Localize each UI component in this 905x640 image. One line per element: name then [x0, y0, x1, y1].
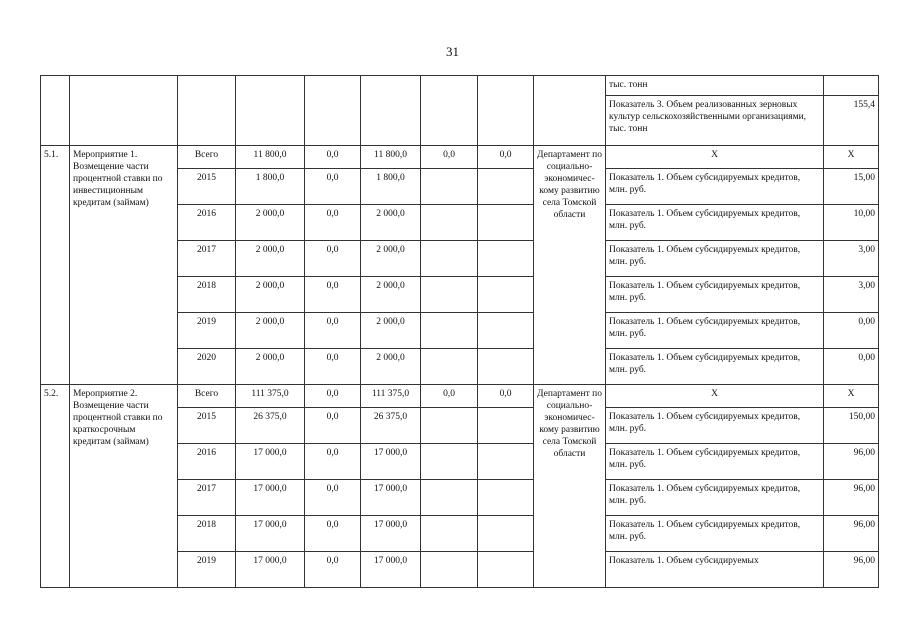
- year-cell: Всего: [178, 146, 236, 169]
- indicator-value-cell: 3,00: [824, 277, 879, 313]
- federal-cell: 0,0: [305, 313, 361, 349]
- federal-cell: 0,0: [305, 552, 361, 588]
- year-cell: 2019: [178, 313, 236, 349]
- other-cell: 0,0: [478, 385, 534, 408]
- other-cell: 0,0: [478, 146, 534, 169]
- regional-cell: 17 000,0: [361, 516, 421, 552]
- other-cell: [478, 313, 534, 349]
- year-cell: 2018: [178, 516, 236, 552]
- regional-cell: 2 000,0: [361, 313, 421, 349]
- total-cell: 17 000,0: [236, 480, 305, 516]
- total-cell: 26 375,0: [236, 408, 305, 444]
- row-number-cell: 5.2.: [41, 385, 70, 588]
- event-cell: [70, 76, 178, 146]
- indicator-value-cell: 155,4: [824, 96, 879, 146]
- local-cell: [421, 349, 478, 385]
- federal-cell: 0,0: [305, 516, 361, 552]
- regional-cell: 11 800,0: [361, 146, 421, 169]
- indicator-cell: Показатель 1. Объем субсидируемых кредитов, млн. руб.: [606, 205, 824, 241]
- empty-cell: [361, 76, 421, 146]
- other-cell: [478, 241, 534, 277]
- indicator-cell: Показатель 1. Объем субсидируемых кредитов, млн. руб.: [606, 169, 824, 205]
- federal-cell: 0,0: [305, 408, 361, 444]
- empty-cell: [178, 76, 236, 146]
- event-cell: Мероприятие 1. Возмещение части процентной ставки по инвестиционным кредитам (займам): [70, 146, 178, 385]
- total-cell: 11 800,0: [236, 146, 305, 169]
- total-cell: 2 000,0: [236, 205, 305, 241]
- indicator-cell: Показатель 1. Объем субсидируемых кредитов, млн. руб.: [606, 349, 824, 385]
- indicator-cell: Показатель 1. Объем субсидируемых кредитов, млн. руб.: [606, 444, 824, 480]
- year-cell: 2019: [178, 552, 236, 588]
- total-cell: 1 800,0: [236, 169, 305, 205]
- indicator-cell: тыс. тонн: [606, 76, 824, 96]
- indicator-cell: Показатель 1. Объем субсидируемых: [606, 552, 824, 588]
- indicator-value-cell: [824, 76, 879, 96]
- indicator-cell: Показатель 1. Объем субсидируемых кредитов, млн. руб.: [606, 408, 824, 444]
- indicator-cell: Показатель 1. Объем субсидируемых кредитов, млн. руб.: [606, 241, 824, 277]
- table-row: [41, 146, 879, 169]
- local-cell: [421, 480, 478, 516]
- regional-cell: 1 800,0: [361, 169, 421, 205]
- table-body: [41, 76, 879, 588]
- indicator-value-cell: 15,00: [824, 169, 879, 205]
- empty-cell: [305, 76, 361, 146]
- other-cell: [478, 408, 534, 444]
- regional-cell: 17 000,0: [361, 552, 421, 588]
- empty-cell: [421, 76, 478, 146]
- indicator-value-cell: 96,00: [824, 444, 879, 480]
- indicator-value-cell: 0,00: [824, 349, 879, 385]
- other-cell: [478, 480, 534, 516]
- federal-cell: 0,0: [305, 349, 361, 385]
- regional-cell: 2 000,0: [361, 277, 421, 313]
- other-cell: [478, 169, 534, 205]
- indicator-value-cell: 96,00: [824, 516, 879, 552]
- empty-cell: [236, 76, 305, 146]
- total-cell: 111 375,0: [236, 385, 305, 408]
- federal-cell: 0,0: [305, 241, 361, 277]
- regional-cell: 111 375,0: [361, 385, 421, 408]
- other-cell: [478, 349, 534, 385]
- local-cell: [421, 241, 478, 277]
- year-cell: Всего: [178, 385, 236, 408]
- regional-cell: 2 000,0: [361, 349, 421, 385]
- total-cell: 2 000,0: [236, 241, 305, 277]
- empty-cell: [478, 76, 534, 146]
- program-table: [40, 75, 879, 588]
- regional-cell: 26 375,0: [361, 408, 421, 444]
- total-cell: 2 000,0: [236, 349, 305, 385]
- other-cell: [478, 277, 534, 313]
- regional-cell: 2 000,0: [361, 241, 421, 277]
- event-cell: Мероприятие 2. Возмещение части процентной ставки по краткосрочным кредитам (займам): [70, 385, 178, 588]
- indicator-value-cell: 0,00: [824, 313, 879, 349]
- indicator-cell: Показатель 1. Объем субсидируемых кредитов, млн. руб.: [606, 480, 824, 516]
- local-cell: 0,0: [421, 385, 478, 408]
- indicator-value-cell: 10,00: [824, 205, 879, 241]
- year-cell: 2017: [178, 241, 236, 277]
- indicator-cell: Х: [606, 146, 824, 169]
- year-cell: 2016: [178, 444, 236, 480]
- table-row: [41, 385, 879, 408]
- indicator-value-cell: 96,00: [824, 552, 879, 588]
- regional-cell: 17 000,0: [361, 444, 421, 480]
- year-cell: 2017: [178, 480, 236, 516]
- other-cell: [478, 516, 534, 552]
- federal-cell: 0,0: [305, 444, 361, 480]
- local-cell: [421, 444, 478, 480]
- indicator-value-cell: 150,00: [824, 408, 879, 444]
- total-cell: 17 000,0: [236, 444, 305, 480]
- local-cell: [421, 205, 478, 241]
- indicator-value-cell: Х: [824, 146, 879, 169]
- row-number-cell: [41, 76, 70, 146]
- local-cell: [421, 552, 478, 588]
- other-cell: [478, 444, 534, 480]
- indicator-cell: Х: [606, 385, 824, 408]
- federal-cell: 0,0: [305, 205, 361, 241]
- total-cell: 17 000,0: [236, 552, 305, 588]
- page-number: 31: [446, 44, 459, 59]
- indicator-cell: Показатель 1. Объем субсидируемых кредитов, млн. руб.: [606, 516, 824, 552]
- total-cell: 2 000,0: [236, 277, 305, 313]
- federal-cell: 0,0: [305, 169, 361, 205]
- federal-cell: 0,0: [305, 480, 361, 516]
- federal-cell: 0,0: [305, 385, 361, 408]
- indicator-cell: Показатель 1. Объем субсидируемых кредитов, млн. руб.: [606, 313, 824, 349]
- federal-cell: 0,0: [305, 277, 361, 313]
- executor-cell: Департамент по социально-экономичес-кому развитию села Томской области: [534, 385, 606, 588]
- local-cell: 0,0: [421, 146, 478, 169]
- regional-cell: 2 000,0: [361, 205, 421, 241]
- year-cell: 2016: [178, 205, 236, 241]
- year-cell: 2020: [178, 349, 236, 385]
- row-number-cell: 5.1.: [41, 146, 70, 385]
- other-cell: [478, 205, 534, 241]
- indicator-value-cell: 96,00: [824, 480, 879, 516]
- regional-cell: 17 000,0: [361, 480, 421, 516]
- local-cell: [421, 313, 478, 349]
- total-cell: 2 000,0: [236, 313, 305, 349]
- executor-cell: Департамент по социально-экономичес-кому развитию села Томской области: [534, 146, 606, 385]
- local-cell: [421, 169, 478, 205]
- local-cell: [421, 408, 478, 444]
- indicator-value-cell: Х: [824, 385, 879, 408]
- year-cell: 2015: [178, 169, 236, 205]
- indicator-cell: Показатель 3. Объем реализованных зерновых культур сельскохозяйственными организациями, тыс. тонн: [606, 96, 824, 146]
- indicator-cell: Показатель 1. Объем субсидируемых кредитов, млн. руб.: [606, 277, 824, 313]
- year-cell: 2015: [178, 408, 236, 444]
- total-cell: 17 000,0: [236, 516, 305, 552]
- local-cell: [421, 277, 478, 313]
- executor-cell: [534, 76, 606, 146]
- local-cell: [421, 516, 478, 552]
- indicator-value-cell: 3,00: [824, 241, 879, 277]
- federal-cell: 0,0: [305, 146, 361, 169]
- table-row: [41, 76, 879, 96]
- year-cell: 2018: [178, 277, 236, 313]
- other-cell: [478, 552, 534, 588]
